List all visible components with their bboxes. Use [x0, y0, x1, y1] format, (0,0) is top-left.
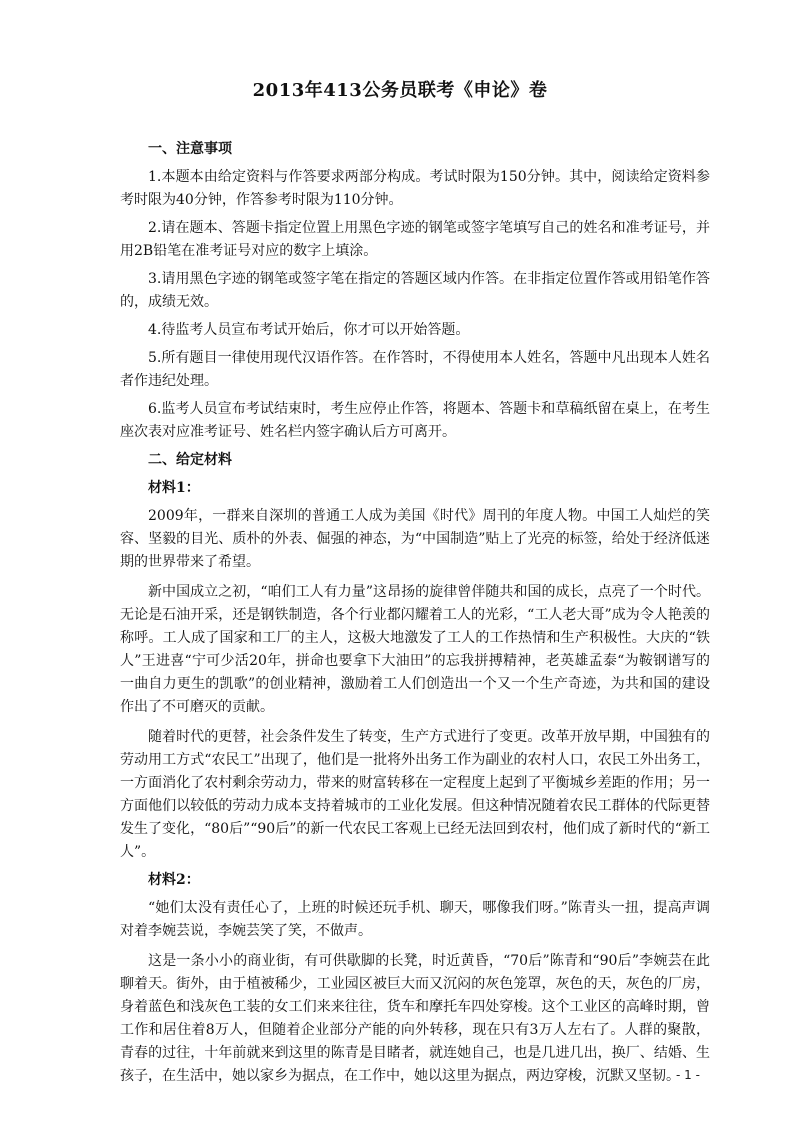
materials-heading: 二、给定材料 [148, 452, 232, 468]
material-2-label: 材料2： [148, 872, 200, 888]
notice-item: 1.本题本由给定资料与作答要求两部分构成。考试时限为150分钟。其中，阅读给定资料参考时限为40分钟，作答参考时限为110分钟。 [120, 169, 710, 208]
material-2-paragraph: 这是一条小小的商业街，有可供歇脚的长凳，时近黄昏，“70后”陈青和“90后”李婉芸在此聊着天。街外，由于植被稀少，工业园区被巨大而又沉闷的灰色笼罩，灰色的天，灰色的厂房，身着蓝色和浅灰色工装的女工们来来往往，货车和摩托车四处穿梭。这个工业区的高峰时期，曾工作和居住着8万人，但随着企业部分产能的向外转移，现在只有3万人左右了。人群的聚散，青春的过往，十年前就来到这里的陈青是目睹者，就连她自己，也是几进几出，换厂、结婚、生孩子，在生活中，她以家乡为据点，在工作中，她以这里为据点，两边穿梭，沉默又坚韧。 [120, 953, 710, 1084]
document-body [120, 138, 710, 1088]
notice-section [120, 138, 710, 444]
material-1-paragraph: 随着时代的更替，社会条件发生了转变，生产方式进行了变更。改革开放早期，中国独有的劳动用工方式“农民工”出现了，他们是一批将外出务工作为副业的农村人口，农民工外出务工，一方面消化了农村剩余劳动力，带来的财富转移在一定程度上起到了平衡城乡差距的作用；另一方面他们以较低的劳动力成本支持着城市的工业化发展。但这种情况随着农民工群体的代际更替发生了变化，“80后”“90后”的新一代农民工客观上已经无法回到农村，他们成了新时代的“新工人”。 [120, 729, 710, 860]
material-1-label: 材料1： [148, 480, 200, 496]
materials-section [120, 449, 710, 1088]
notice-heading: 一、注意事项 [148, 141, 232, 157]
notice-item: 3.请用黑色字迹的钢笔或签字笔在指定的答题区域内作答。在非指定位置作答或用铅笔作答的，成绩无效。 [120, 271, 710, 310]
material-2-paragraph: “她们太没有责任心了，上班的时候还玩手机、聊天，哪像我们呀。”陈青头一扭，提高声调对着李婉芸说，李婉芸笑了笑，不做声。 [120, 900, 710, 939]
page-number: - 1 - [676, 1068, 700, 1082]
notice-item: 2.请在题本、答题卡指定位置上用黑色字迹的钢笔或签字笔填写自己的姓名和准考证号，并用2B铅笔在准考证号对应的数字上填涂。 [120, 220, 710, 259]
notice-item: 6.监考人员宣布考试结束时，考生应停止作答，将题本、答题卡和草稿纸留在桌上，在考生座次表对应准考证号、姓名栏内签字确认后方可离开。 [120, 401, 710, 440]
material-1-paragraph: 新中国成立之初，“咱们工人有力量”这昂扬的旋律曾伴随共和国的成长，点亮了一个时代。无论是石油开采，还是钢铁制造，各个行业都闪耀着工人的光彩，“工人老大哥”成为令人艳羡的称呼。工人成了国家和工厂的主人，这极大地激发了工人的工作热情和生产积极性。大庆的“铁人”王进喜“宁可少活20年，拼命也要拿下大油田”的忘我拼搏精神，老英雄孟泰“为鞍钢谱写的一曲自力更生的凯歌”的创业精神，激励着工人们创造出一个又一个生产奇迹，为共和国的建设作出了不可磨灭的贡献。 [120, 584, 710, 715]
notice-item: 4.待监考人员宣布考试开始后，你才可以开始答题。 [148, 322, 470, 338]
material-1-paragraph: 2009年，一群来自深圳的普通工人成为美国《时代》周刊的年度人物。中国工人灿烂的笑容、坚毅的目光、质朴的外表、倔强的神态，为“中国制造”贴上了光亮的标签，给处于经济低迷期的世界带来了希望。 [120, 508, 710, 570]
document-title: 2013年413公务员联考《申论》卷 [252, 80, 548, 101]
notice-item: 5.所有题目一律使用现代汉语作答。在作答时，不得使用本人姓名，答题中凡出现本人姓名者作违纪处理。 [120, 350, 710, 389]
